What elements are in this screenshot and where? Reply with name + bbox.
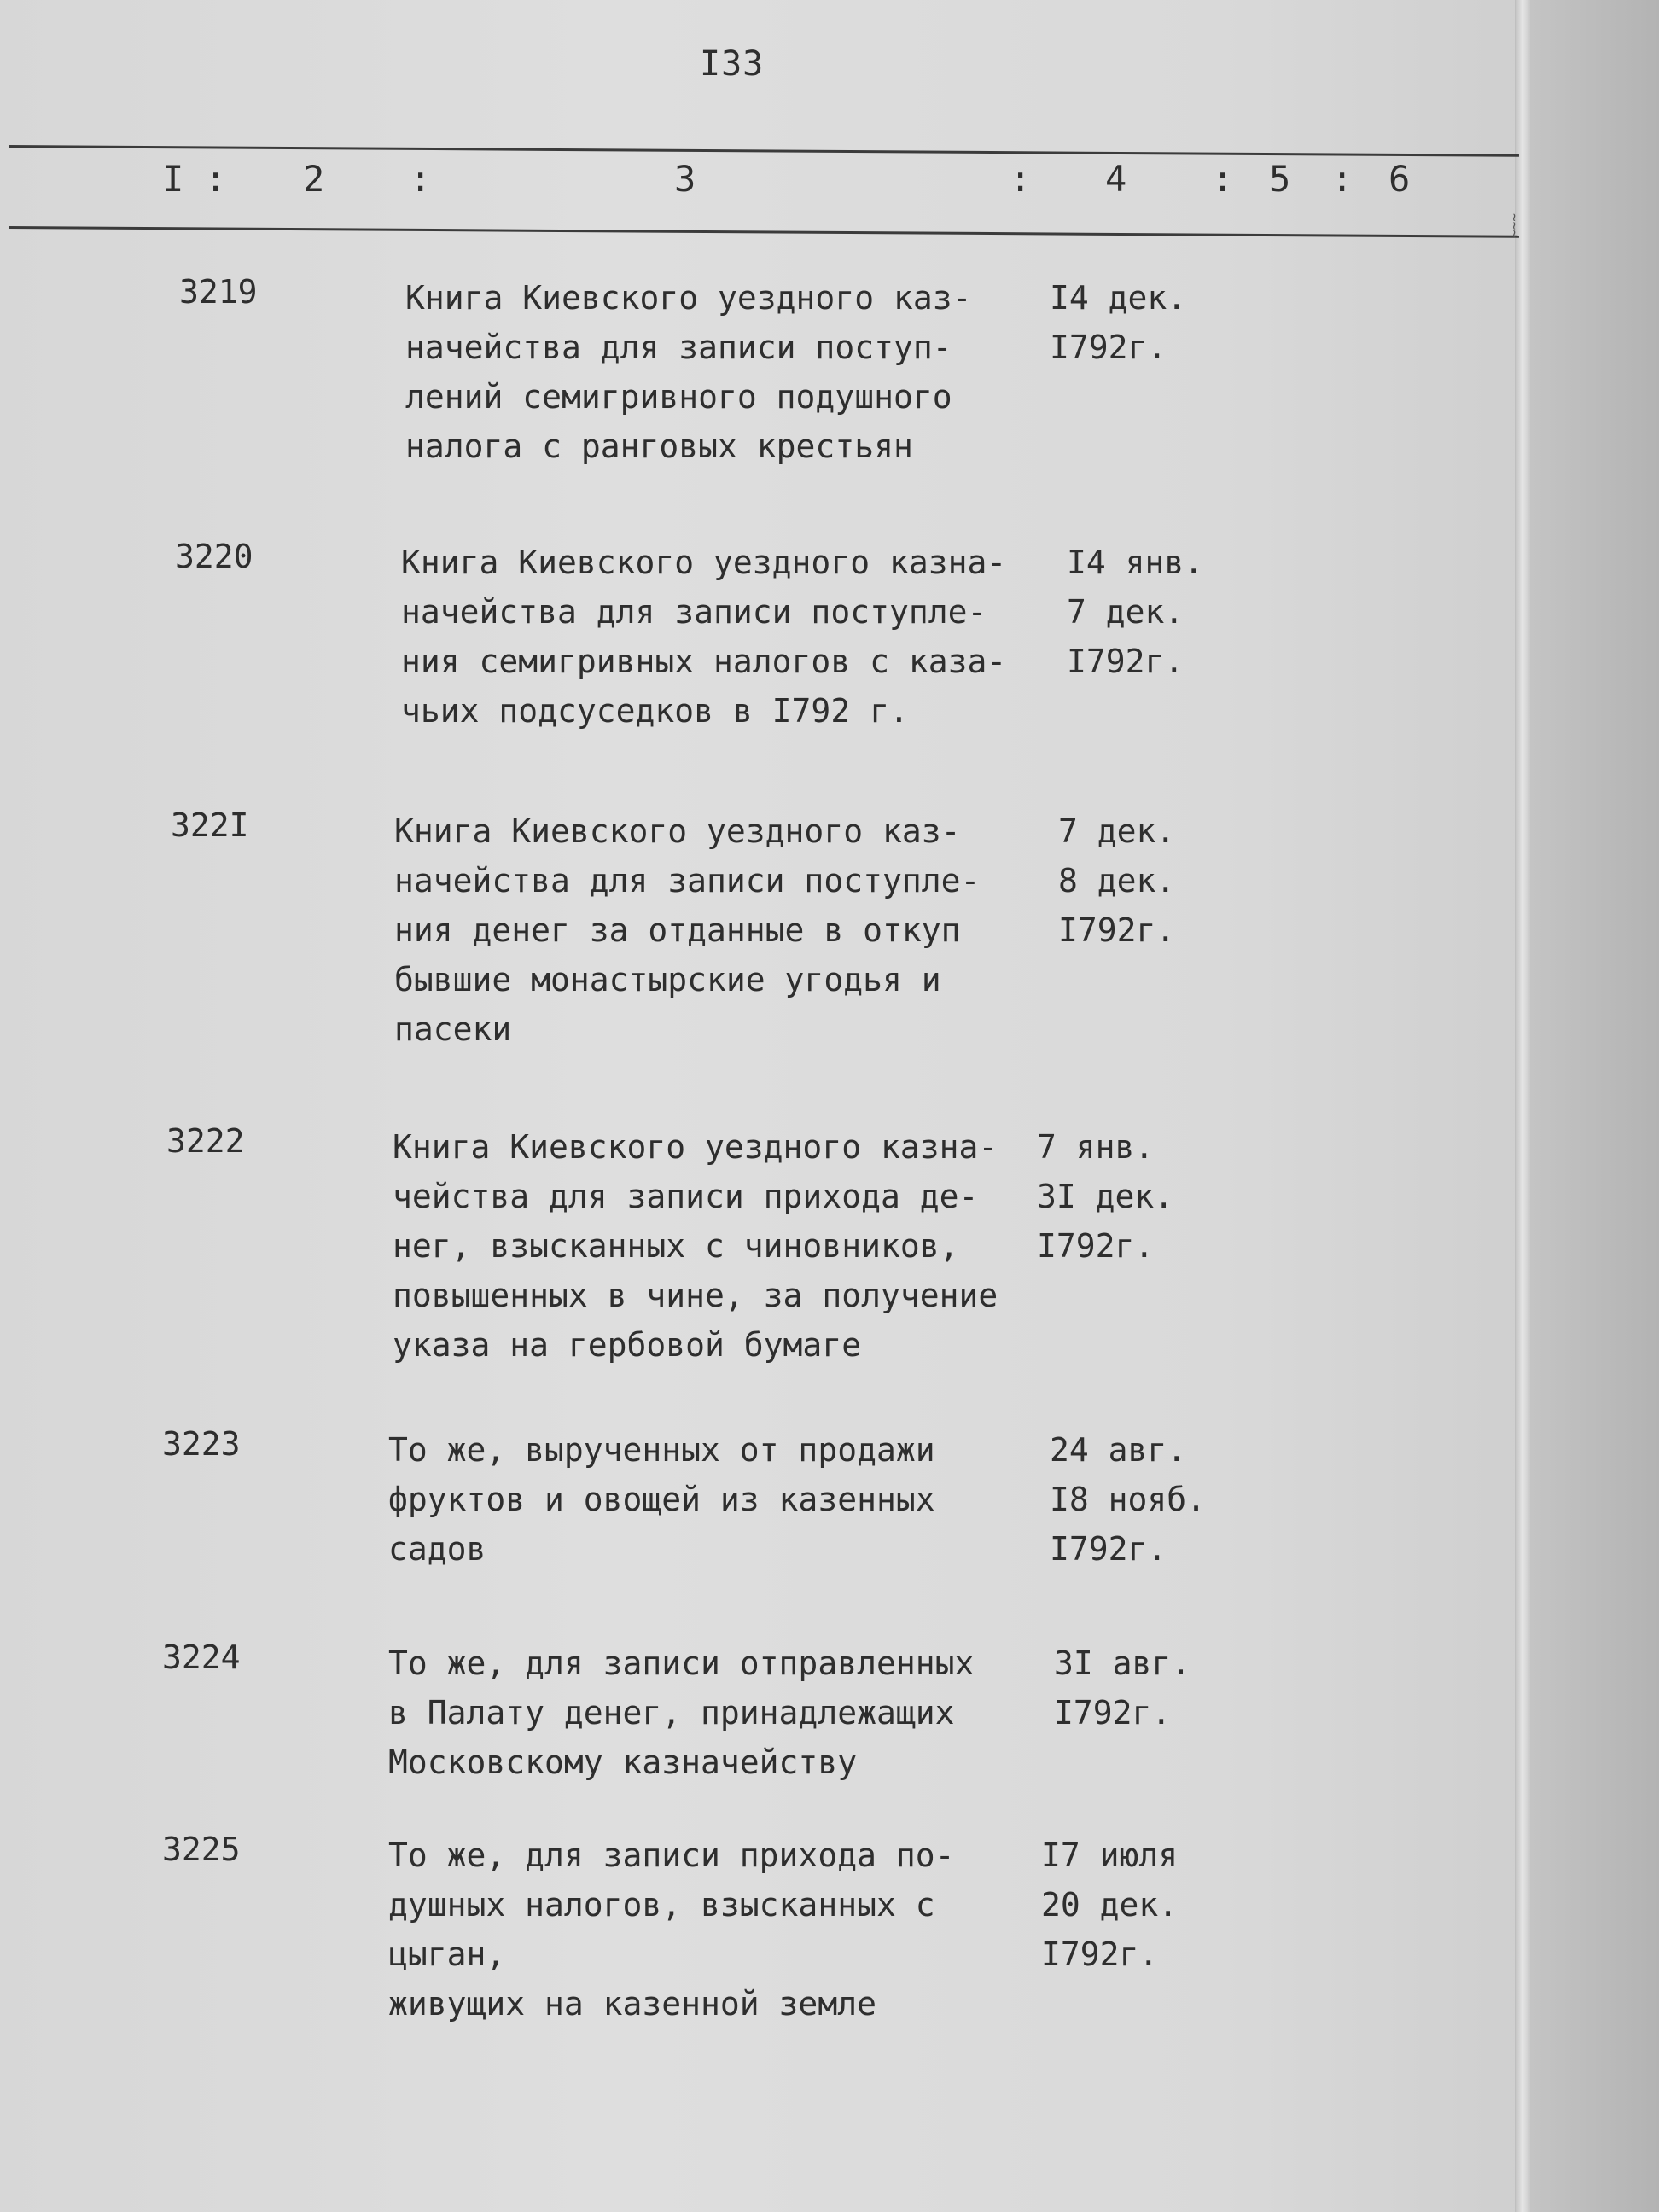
column-separator: : bbox=[205, 158, 227, 200]
entry-number: 3223 bbox=[162, 1425, 241, 1463]
column-separator: : bbox=[1010, 158, 1032, 200]
entry-number: 3219 bbox=[179, 273, 258, 311]
entry-description: То же, для записи прихода по- душных налогов, взысканных с цыган, живущих на казенной земле bbox=[388, 1837, 955, 2023]
entry-number: 3225 bbox=[162, 1831, 241, 1868]
entry-description: То же, вырученных от продажи фруктов и овощей из казенных садов bbox=[388, 1431, 935, 1568]
underlying-sheet bbox=[1530, 0, 1659, 2212]
entry-number: 3222 bbox=[166, 1122, 245, 1160]
column-header-6: 6 bbox=[1388, 158, 1411, 200]
entry-description: Книга Киевского уездного каз- начейства для записи поступ- лений семигривного подушного налога с ранговых крестьян bbox=[405, 279, 972, 465]
margin-pencil-mark: ~~~ bbox=[1506, 213, 1522, 238]
entry-number: 3220 bbox=[175, 538, 253, 575]
column-separator: : bbox=[1331, 158, 1353, 200]
entry-description: Книга Киевского уездного каз- начейства для записи поступле- ния денег за отданные в откуп бывшие монастырские угодья и пасеки bbox=[394, 812, 981, 1048]
entry-number: 3224 bbox=[162, 1639, 241, 1676]
column-header-2: 2 bbox=[303, 158, 325, 200]
entry-number: 322I bbox=[171, 806, 249, 844]
entry-description: Книга Киевского уездного казна- начейства для записи поступле- ния семигривных налогов с каза- чьих подсуседков в I792 г. bbox=[401, 544, 1007, 730]
entry-dates: 24 авг. I8 нояб. I792г. bbox=[1050, 1431, 1207, 1568]
entry-dates: 7 янв. 3I дек. I792г. bbox=[1037, 1128, 1174, 1265]
column-header-1: I bbox=[162, 158, 184, 200]
entry-dates: 3I авг. I792г. bbox=[1054, 1644, 1191, 1732]
entry-dates: I4 янв. 7 дек. I792г. bbox=[1067, 544, 1204, 680]
page-number: I33 bbox=[700, 44, 765, 84]
column-header-4: 4 bbox=[1105, 158, 1127, 200]
entry-description: Книга Киевского уездного казна- чейства для записи прихода де- нег, взысканных с чиновников, повышенных в чине, за получение указа на гербовой бумаге bbox=[393, 1128, 998, 1364]
column-header-3: 3 bbox=[674, 158, 696, 200]
column-separator: : bbox=[410, 158, 432, 200]
entry-dates: I7 июля 20 дек. I792г. bbox=[1041, 1837, 1179, 1973]
page-edge bbox=[1515, 0, 1530, 2212]
column-separator: : bbox=[1212, 158, 1234, 200]
entry-dates: 7 дек. 8 дек. I792г. bbox=[1058, 812, 1176, 949]
column-header-5: 5 bbox=[1269, 158, 1291, 200]
entry-dates: I4 дек. I792г. bbox=[1050, 279, 1187, 366]
entry-description: То же, для записи отправленных в Палату денег, принадлежащих Московскому казначейству bbox=[388, 1644, 975, 1781]
